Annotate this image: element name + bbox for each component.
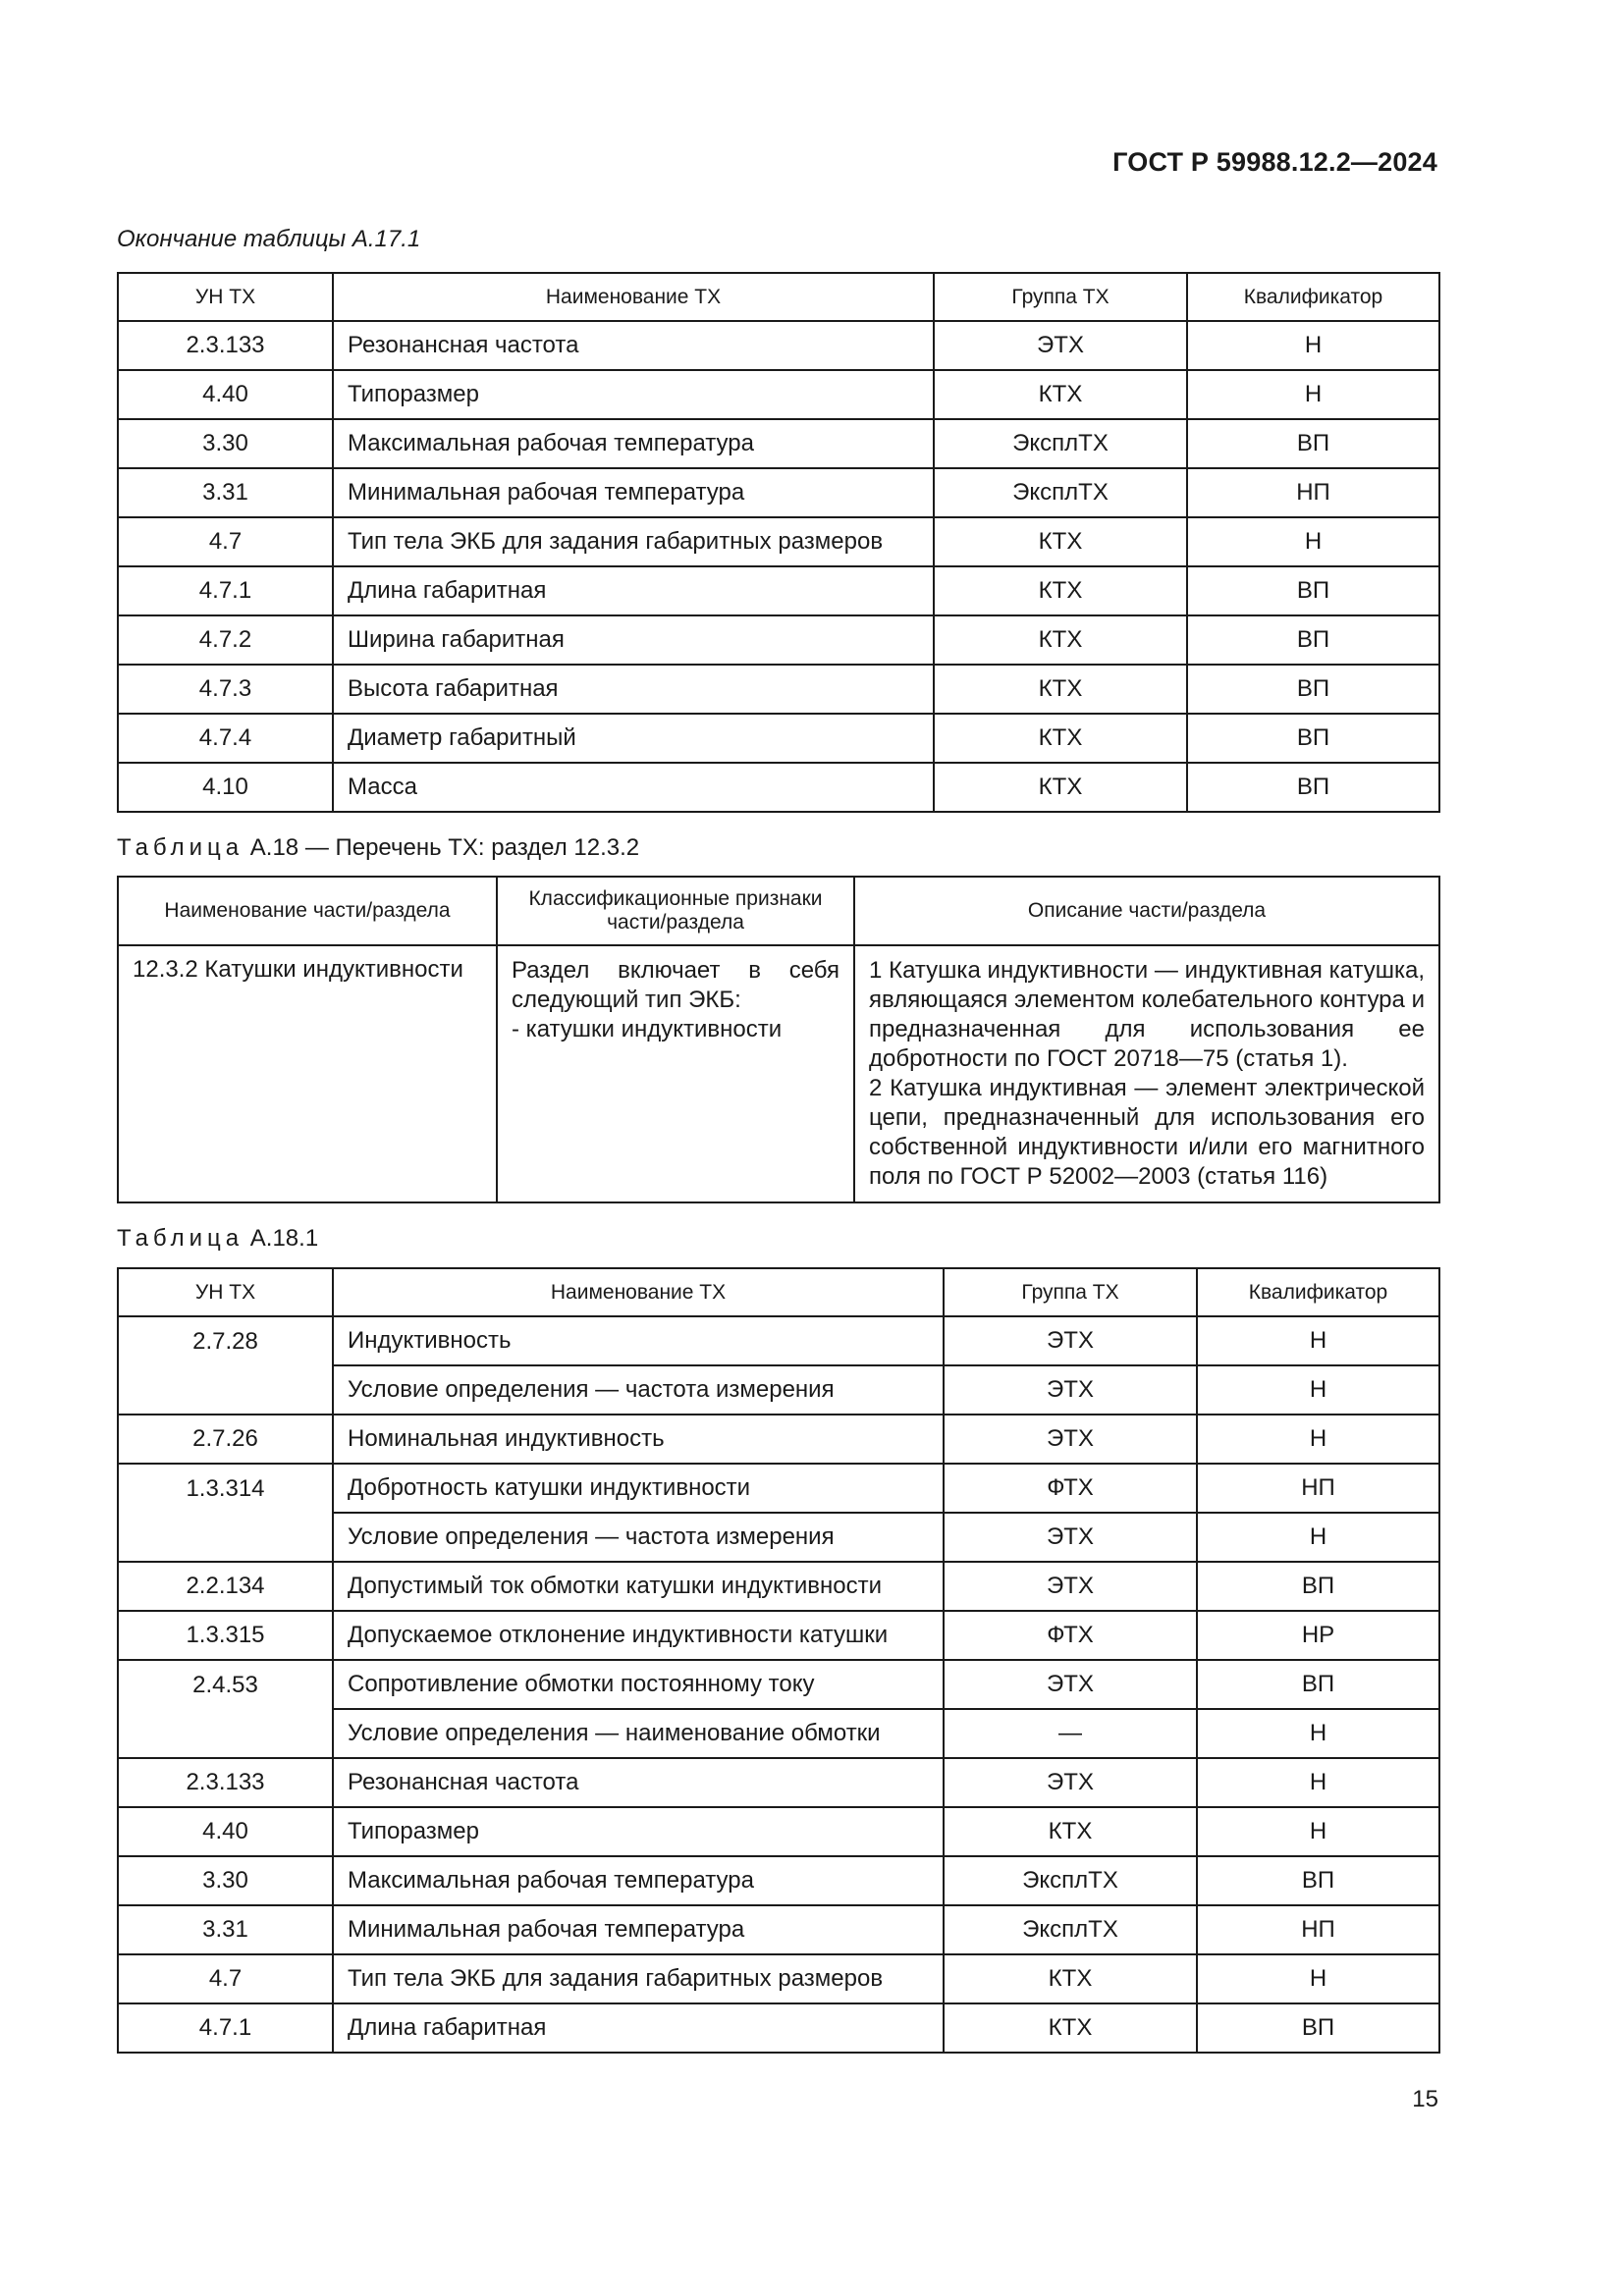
table-a18-caption-prefix: Таблица <box>117 834 244 861</box>
name-cell: Длина габаритная <box>333 566 934 615</box>
name-cell: Номинальная индуктивность <box>333 1415 944 1464</box>
id-cell: 4.40 <box>118 1807 333 1856</box>
group-cell: ЭТХ <box>944 1365 1197 1415</box>
name-cell: Ширина габаритная <box>333 615 934 665</box>
column-header: УН ТХ <box>118 273 333 321</box>
id-cell: 3.30 <box>118 419 333 468</box>
id-cell: 4.40 <box>118 370 333 419</box>
name-cell: Условие определения — наименование обмотки <box>333 1709 944 1758</box>
group-cell: ЭксплТХ <box>934 419 1187 468</box>
group-cell: КТХ <box>934 370 1187 419</box>
group-cell: ФТХ <box>944 1611 1197 1660</box>
table-a18 <box>117 876 1440 1203</box>
group-cell: ЭТХ <box>944 1316 1197 1365</box>
qualifier-cell: НР <box>1197 1611 1439 1660</box>
name-cell: Резонансная частота <box>333 321 934 370</box>
group-cell: ЭТХ <box>944 1513 1197 1562</box>
id-cell: 1.3.315 <box>118 1611 333 1660</box>
qualifier-cell: ВП <box>1187 665 1439 714</box>
qualifier-cell: Н <box>1187 370 1439 419</box>
name-cell: Индуктивность <box>333 1316 944 1365</box>
qualifier-cell: ВП <box>1187 763 1439 812</box>
id-cell: 4.7.1 <box>118 2003 333 2053</box>
group-cell: КТХ <box>944 1954 1197 2003</box>
id-cell: 3.30 <box>118 1856 333 1905</box>
group-cell: ЭТХ <box>944 1562 1197 1611</box>
name-cell: Максимальная рабочая температура <box>333 419 934 468</box>
name-cell: Сопротивление обмотки постоянному току <box>333 1660 944 1709</box>
qualifier-cell: Н <box>1197 1365 1439 1415</box>
column-header: Описание части/раздела <box>854 877 1439 945</box>
classification-cell <box>497 945 854 1202</box>
table-row <box>118 468 1439 517</box>
name-cell: Резонансная частота <box>333 1758 944 1807</box>
table-row <box>118 665 1439 714</box>
column-header: Наименование части/раздела <box>118 877 497 945</box>
table-row <box>118 714 1439 763</box>
name-cell: Допустимый ток обмотки катушки индуктивности <box>333 1562 944 1611</box>
qualifier-cell: НП <box>1187 468 1439 517</box>
id-cell: 4.7 <box>118 1954 333 2003</box>
qualifier-cell: НП <box>1197 1905 1439 1954</box>
table-row <box>118 615 1439 665</box>
name-cell: Высота габаритная <box>333 665 934 714</box>
name-cell: Длина габаритная <box>333 2003 944 2053</box>
classification-item: - катушки индуктивности <box>512 1016 783 1042</box>
group-cell: ЭТХ <box>944 1758 1197 1807</box>
group-cell: — <box>944 1709 1197 1758</box>
group-cell: КТХ <box>934 517 1187 566</box>
group-cell: КТХ <box>934 714 1187 763</box>
table-row <box>118 1856 1439 1905</box>
id-cell: 2.7.26 <box>118 1415 333 1464</box>
group-cell: ЭТХ <box>944 1660 1197 1709</box>
id-cell: 4.7.3 <box>118 665 333 714</box>
group-cell: ЭТХ <box>934 321 1187 370</box>
id-cell: 4.7.2 <box>118 615 333 665</box>
group-cell: КТХ <box>934 615 1187 665</box>
table-header-row <box>118 273 1439 321</box>
qualifier-cell: Н <box>1197 1954 1439 2003</box>
table-row <box>118 1905 1439 1954</box>
qualifier-cell: ВП <box>1197 1856 1439 1905</box>
name-cell: Максимальная рабочая температура <box>333 1856 944 1905</box>
table-row <box>118 1954 1439 2003</box>
id-cell: 4.10 <box>118 763 333 812</box>
table-row <box>118 2003 1439 2053</box>
table-a18-1-caption <box>117 1225 318 1253</box>
group-cell: КТХ <box>934 566 1187 615</box>
qualifier-cell: ВП <box>1187 566 1439 615</box>
name-cell: Типоразмер <box>333 370 934 419</box>
name-cell: Условие определения — частота измерения <box>333 1365 944 1415</box>
qualifier-cell: Н <box>1197 1316 1439 1365</box>
qualifier-cell: Н <box>1187 517 1439 566</box>
table-row <box>118 1611 1439 1660</box>
id-cell: 4.7.4 <box>118 714 333 763</box>
classification-text: Раздел включает в себя следующий тип ЭКБ: <box>512 957 839 1013</box>
table-row <box>118 370 1439 419</box>
qualifier-cell: Н <box>1197 1807 1439 1856</box>
table-a18-1-caption-text: А.18.1 <box>249 1225 319 1252</box>
table-row <box>118 1562 1439 1611</box>
table-header-row <box>118 1268 1439 1316</box>
table-header-row <box>118 877 1439 945</box>
column-header: Группа ТХ <box>934 273 1187 321</box>
qualifier-cell: ВП <box>1197 2003 1439 2053</box>
qualifier-cell: ВП <box>1187 615 1439 665</box>
table-row <box>118 566 1439 615</box>
name-cell: Типоразмер <box>333 1807 944 1856</box>
column-header: Наименование ТХ <box>333 273 934 321</box>
table-row <box>118 1316 1439 1365</box>
table-row <box>118 419 1439 468</box>
page-number: 15 <box>1412 2086 1438 2112</box>
group-cell: КТХ <box>934 763 1187 812</box>
table-row <box>118 1660 1439 1709</box>
qualifier-cell: Н <box>1197 1758 1439 1807</box>
name-cell: Тип тела ЭКБ для задания габаритных размеров <box>333 517 934 566</box>
id-cell: 2.7.28 <box>118 1316 333 1415</box>
id-cell: 3.31 <box>118 1905 333 1954</box>
table-a17-1-caption: Окончание таблицы А.17.1 <box>117 226 421 252</box>
qualifier-cell: НП <box>1197 1464 1439 1513</box>
table-a18-1 <box>117 1267 1440 2054</box>
name-cell: Допускаемое отклонение индуктивности катушки <box>333 1611 944 1660</box>
name-cell: Диаметр габаритный <box>333 714 934 763</box>
qualifier-cell: ВП <box>1197 1562 1439 1611</box>
name-cell: Добротность катушки индуктивности <box>333 1464 944 1513</box>
qualifier-cell: ВП <box>1187 419 1439 468</box>
group-cell: ФТХ <box>944 1464 1197 1513</box>
qualifier-cell: ВП <box>1197 1660 1439 1709</box>
id-cell: 2.2.134 <box>118 1562 333 1611</box>
group-cell: ЭксплТХ <box>944 1905 1197 1954</box>
name-cell: Масса <box>333 763 934 812</box>
qualifier-cell: ВП <box>1187 714 1439 763</box>
table-row <box>118 1758 1439 1807</box>
table-row <box>118 1464 1439 1513</box>
table-row <box>118 763 1439 812</box>
name-cell: Минимальная рабочая температура <box>333 468 934 517</box>
table-a18-1-caption-prefix: Таблица <box>117 1225 244 1252</box>
id-cell: 3.31 <box>118 468 333 517</box>
document-code: ГОСТ Р 59988.12.2—2024 <box>1112 147 1437 177</box>
group-cell: КТХ <box>944 1807 1197 1856</box>
description-paragraph: 2 Катушка индуктивная — элемент электрической цепи, предназначенный для использования его собственной индуктивности и/или его магнитного поля по ГОСТ Р 52002—2003 (статья 116) <box>869 1075 1425 1190</box>
id-cell: 2.3.133 <box>118 321 333 370</box>
table-row <box>118 321 1439 370</box>
description-cell <box>854 945 1439 1202</box>
id-cell: 4.7.1 <box>118 566 333 615</box>
description-paragraph: 1 Катушка индуктивности — индуктивная катушка, являющаяся элементом колебательного контура и предназначенная для использования ее добротности по ГОСТ 20718—75 (статья 1). <box>869 957 1425 1072</box>
name-cell: Условие определения — частота измерения <box>333 1513 944 1562</box>
qualifier-cell: Н <box>1197 1709 1439 1758</box>
column-header: Группа ТХ <box>944 1268 1197 1316</box>
table-row <box>118 1807 1439 1856</box>
group-cell: КТХ <box>934 665 1187 714</box>
qualifier-cell: Н <box>1187 321 1439 370</box>
qualifier-cell: Н <box>1197 1415 1439 1464</box>
group-cell: ЭТХ <box>944 1415 1197 1464</box>
group-cell: КТХ <box>944 2003 1197 2053</box>
column-header: Квалификатор <box>1197 1268 1439 1316</box>
group-cell: ЭксплТХ <box>934 468 1187 517</box>
table-row <box>118 945 1439 1202</box>
table-row <box>118 517 1439 566</box>
table-a17-1 <box>117 272 1440 813</box>
column-header: Квалификатор <box>1187 273 1439 321</box>
id-cell: 2.4.53 <box>118 1660 333 1758</box>
name-cell: Тип тела ЭКБ для задания габаритных размеров <box>333 1954 944 2003</box>
table-row <box>118 1415 1439 1464</box>
table-a18-caption-text: А.18 — Перечень ТХ: раздел 12.3.2 <box>249 834 640 861</box>
id-cell: 2.3.133 <box>118 1758 333 1807</box>
table-a18-caption <box>117 834 639 862</box>
name-cell: Минимальная рабочая температура <box>333 1905 944 1954</box>
id-cell: 1.3.314 <box>118 1464 333 1562</box>
id-cell: 4.7 <box>118 517 333 566</box>
part-name-cell: 12.3.2 Катушки индуктивности <box>118 945 497 1202</box>
column-header: Наименование ТХ <box>333 1268 944 1316</box>
column-header: УН ТХ <box>118 1268 333 1316</box>
group-cell: ЭксплТХ <box>944 1856 1197 1905</box>
column-header: Классификационные признаки части/раздела <box>497 877 854 945</box>
qualifier-cell: Н <box>1197 1513 1439 1562</box>
